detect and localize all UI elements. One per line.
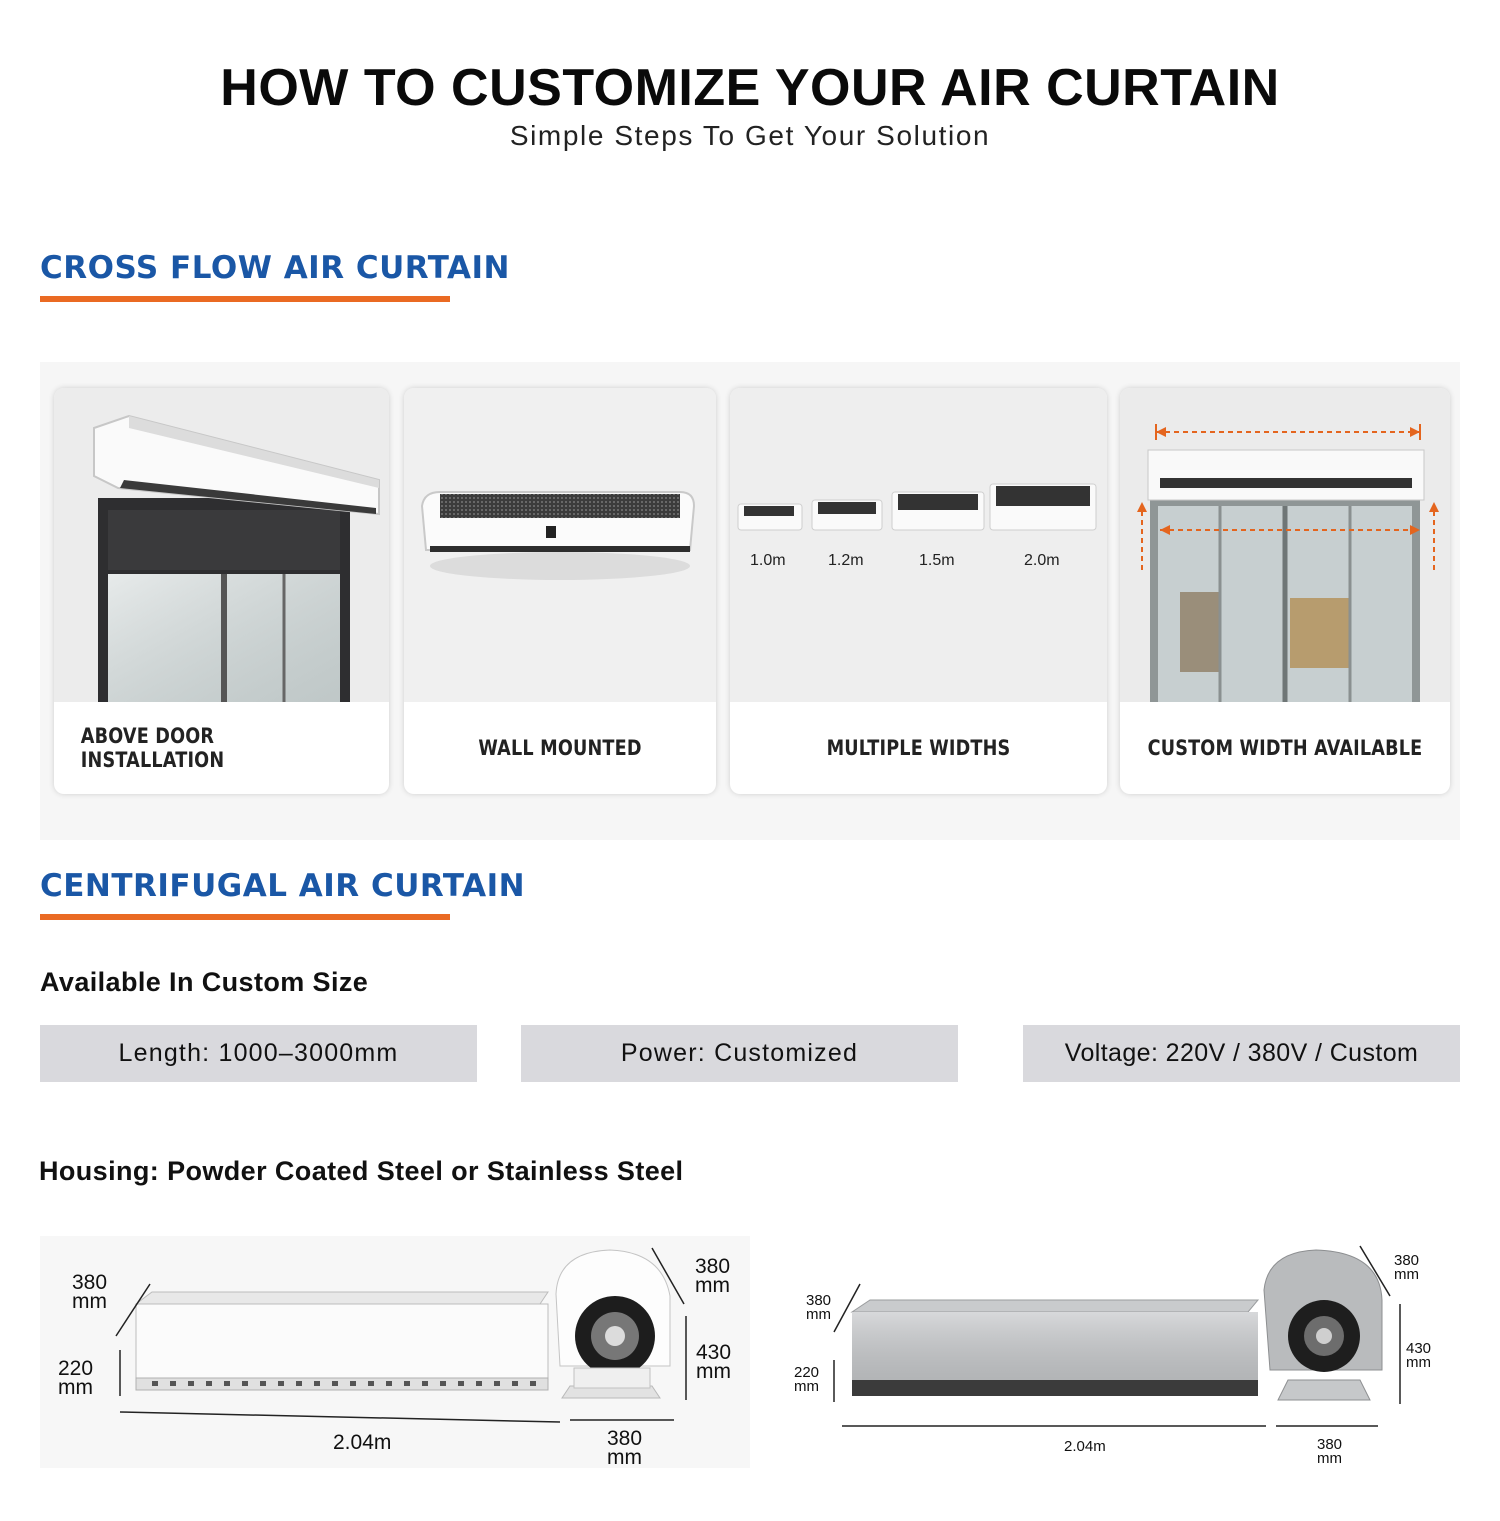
wall-mounted-image xyxy=(404,388,716,702)
page-title: HOW TO CUSTOMIZE YOUR AIR CURTAIN xyxy=(220,59,1280,117)
dim-length: 2.04m xyxy=(1064,1438,1106,1455)
width-label-2: 1.2m xyxy=(828,552,864,569)
spec-voltage: Voltage: 220V / 380V / Custom xyxy=(1023,1025,1460,1082)
dim-fan-width: 380 mm xyxy=(607,1427,643,1469)
card-custom-width-available xyxy=(1120,388,1450,794)
dim-fan-width: 380 mm xyxy=(1317,1436,1343,1467)
card-label: WALL MOUNTED xyxy=(478,736,642,760)
centrifugal-section-title: CENTRIFUGAL AIR CURTAIN xyxy=(40,868,526,904)
stainless-centrifugal-unit-diagram xyxy=(790,1240,1460,1470)
dim-fan-top: 380 mm xyxy=(695,1255,731,1297)
dim-height: 220 mm xyxy=(58,1357,94,1399)
card-above-door-installation xyxy=(54,388,389,794)
multiple-widths-image xyxy=(730,388,1107,702)
dim-fan-top: 380 mm xyxy=(1394,1252,1420,1283)
custom-width-image xyxy=(1120,388,1450,702)
width-label-3: 1.5m xyxy=(919,552,955,569)
centrifugal-title-underline xyxy=(40,914,450,920)
card-wall-mounted xyxy=(404,388,716,794)
housing-heading: Housing: Powder Coated Steel or Stainless Steel xyxy=(39,1156,684,1186)
dim-length: 2.04m xyxy=(333,1431,392,1454)
above-door-installation-image xyxy=(54,388,389,702)
width-label-4: 2.0m xyxy=(1024,552,1060,569)
dim-fan-height: 430 mm xyxy=(1406,1340,1432,1371)
card-label: ABOVE DOOR INSTALLATION xyxy=(80,724,225,772)
dim-height: 220 mm xyxy=(794,1364,820,1395)
page-subtitle: Simple Steps To Get Your Solution xyxy=(509,120,991,151)
spec-length: Length: 1000–3000mm xyxy=(40,1025,477,1082)
card-label: MULTIPLE WIDTHS xyxy=(826,736,1011,760)
width-label-1: 1.0m xyxy=(750,552,786,569)
dim-fan-height: 430 mm xyxy=(696,1341,732,1383)
spec-power: Power: Customized xyxy=(521,1025,958,1082)
dim-depth: 380 mm xyxy=(72,1271,108,1313)
cross-flow-title-underline xyxy=(40,296,450,302)
dim-depth: 380 mm xyxy=(806,1292,832,1323)
custom-size-heading: Available In Custom Size xyxy=(40,967,369,997)
card-multiple-widths xyxy=(730,388,1107,794)
white-centrifugal-unit-diagram xyxy=(40,1236,750,1468)
card-label: CUSTOM WIDTH AVAILABLE xyxy=(1147,736,1423,760)
cross-flow-section-title: CROSS FLOW AIR CURTAIN xyxy=(40,250,510,286)
